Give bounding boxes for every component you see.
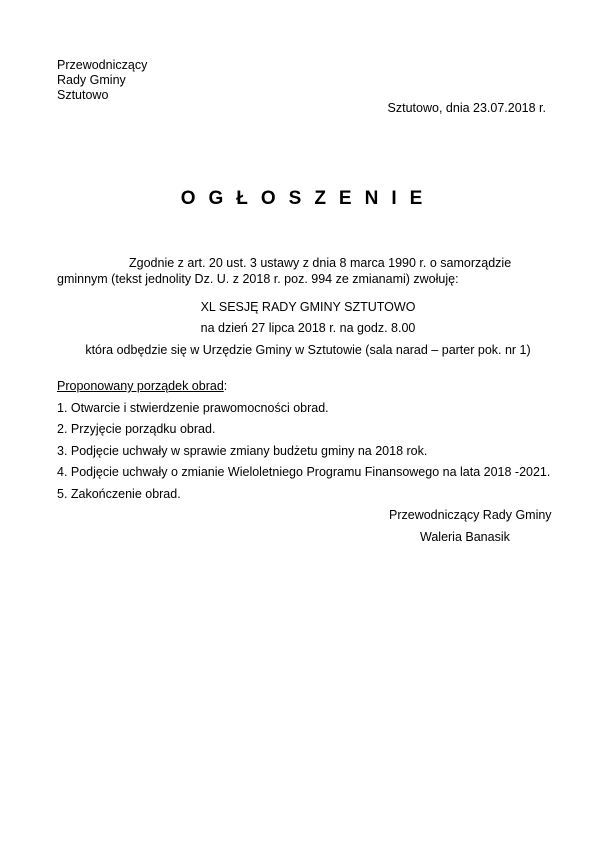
signature-name: Waleria Banasik xyxy=(420,530,510,544)
agenda-item-1: 1. Otwarcie i stwierdzenie prawomocności obrad. xyxy=(57,401,329,415)
session-date-time: na dzień 27 lipca 2018 r. na godz. 8.00 xyxy=(200,321,416,335)
date-line: Sztutowo, dnia 23.07.2018 r. xyxy=(387,101,546,115)
agenda-heading xyxy=(57,379,227,394)
agenda-item-4: 4. Podjęcie uchwały o zmianie Wieloletniego Programu Finansowego na lata 2018 -2021. xyxy=(57,465,551,479)
agenda-item-3: 3. Podjęcie uchwały w sprawie zmiany budżetu gminy na 2018 rok. xyxy=(57,444,428,458)
agenda-item-2: 2. Przyjęcie porządku obrad. xyxy=(57,422,216,436)
signature-title: Przewodniczący Rady Gminy xyxy=(389,508,552,522)
sender-line-1: Przewodniczący xyxy=(57,58,148,72)
document-title: OGŁOSZENIE xyxy=(180,188,436,209)
agenda-heading-colon: : xyxy=(223,379,228,393)
session-location: która odbędzie się w Urzędzie Gminy w Sztutowie (sala narad – parter pok. nr 1) xyxy=(85,343,531,357)
intro-line-2: gminnym (tekst jednolity Dz. U. z 2018 r. poz. 994 ze zmianami) zwołuję: xyxy=(57,272,459,286)
intro-line-1: Zgodnie z art. 20 ust. 3 ustawy z dnia 8 marca 1990 r. o samorządzie xyxy=(129,256,512,270)
agenda-item-5: 5. Zakończenie obrad. xyxy=(57,487,181,501)
agenda-heading-text: Proponowany porządek obrad xyxy=(57,379,224,393)
session-name: XL SESJĘ RADY GMINY SZTUTOWO xyxy=(200,300,416,314)
sender-block xyxy=(57,58,147,103)
sender-line-2: Rady Gminy xyxy=(57,73,126,87)
sender-line-3: Sztutowo xyxy=(57,88,109,102)
